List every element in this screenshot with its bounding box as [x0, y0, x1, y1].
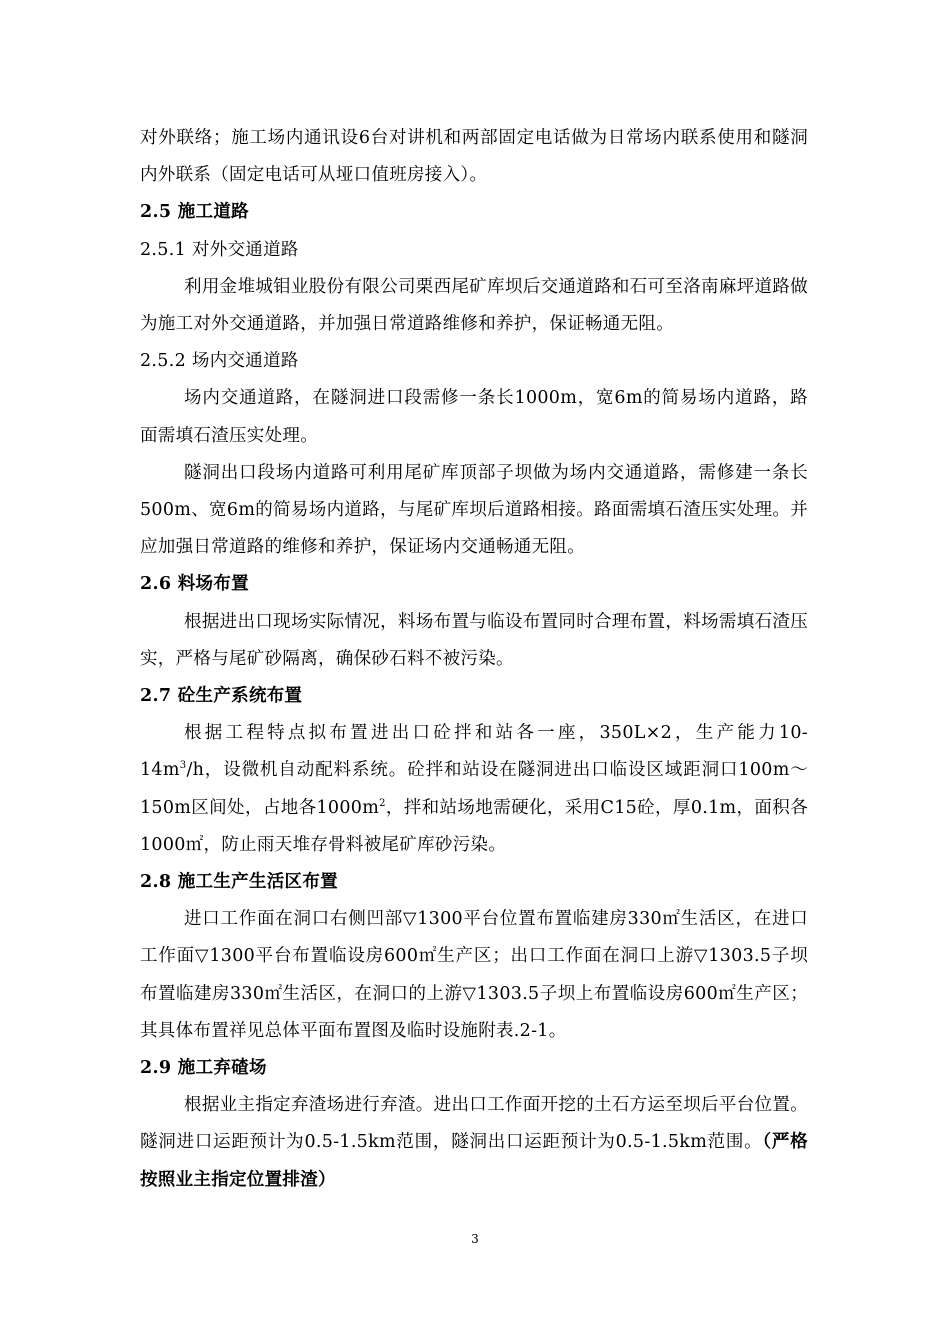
paragraph-external-road: 利用金堆城钼业股份有限公司栗西尾矿库坝后交通道路和石可至洛南麻坪道路做为施工对外交通道路，并加强日常道路维修和养护，保证畅通无阻。: [140, 276, 808, 335]
heading-2-7: 2.7 砼生产系统布置: [140, 686, 303, 707]
heading-2-6: 2.6 料场布置: [140, 574, 249, 595]
heading-2-9: 2.9 施工弃碴场: [140, 1058, 267, 1079]
paragraph-concrete-system: [140, 715, 808, 864]
concrete-text-part-1: 根据工程特点拟布置进出口砼拌和站各一座，350L×2，生产能力10-14m: [140, 723, 808, 781]
concrete-text-part-2: /h，设微机自动配料系统。砼拌和站设在隧洞进出口临设区域距洞口100m～150m区间处，占地各1000m: [140, 760, 808, 818]
paragraph-internal-road-entrance: 场内交通道路，在隧洞进口段需修一条长1000m，宽6m的简易场内道路，路面需填石渣压实处理。: [140, 388, 808, 446]
paragraph-material-yard: 根据进出口现场实际情况，料场布置与临设布置同时合理布置，料场需填石渣压实，严格与尾矿砂隔离，确保砂石料不被污染。: [140, 611, 808, 669]
heading-2-5-2: 2.5.2 场内交通道路: [140, 351, 299, 372]
heading-2-5: 2.5 施工道路: [140, 202, 249, 223]
spoil-yard-note: （严格按照业主指定位置排渣）: [140, 1132, 808, 1190]
page-number: 3: [471, 1232, 479, 1246]
spoil-yard-text: 根据业主指定弃渣场进行弃渣。进出口工作面开挖的土石方运至坝后平台位置。隧洞进口运距预计为0.5-1.5km范围，隧洞出口运距预计为0.5-1.5km范围。: [140, 1095, 808, 1153]
paragraph-living-area: 进口工作面在洞口右侧凹部▽1300平台位置布置临建房330㎡生活区，在进口工作面▽1300平台布置临设房600㎡生产区；出口工作面在洞口上游▽1303.5子坝布置临建房330㎡生活区，在洞口的上游▽1303.5子坝上布置临设房600㎡生产区；其具体布置祥见总体平面布置图及临时设施附表.2-1。: [140, 909, 808, 1041]
concrete-text-part-3: ，拌和站场地需硬化，采用C15砼，厚0.1m，面积各1000㎡，防止雨天堆存骨料被尾矿库砂污染。: [140, 797, 808, 855]
heading-2-8: 2.8 施工生产生活区布置: [140, 872, 338, 893]
paragraph-communication: 对外联络；施工场内通讯设6台对讲机和两部固定电话做为日常场内联系使用和隧洞内外联系（固定电话可从垭口值班房接入）。: [140, 128, 808, 186]
paragraph-spoil-yard: [140, 1087, 808, 1199]
heading-2-5-1: 2.5.1 对外交通道路: [140, 239, 299, 260]
paragraph-internal-road-exit: 隧洞出口段场内道路可利用尾矿库顶部子坝做为场内交通道路，需修建一条长500m、宽6m的简易场内道路，与尾矿库坝后道路相接。路面需填石渣压实处理。并应加强日常道路的维修和养护，保证场内交通畅通无阻。: [140, 462, 808, 558]
superscript-square: 2: [379, 797, 386, 809]
superscript-cubic: 3: [179, 760, 187, 772]
page-content: [140, 120, 808, 1199]
